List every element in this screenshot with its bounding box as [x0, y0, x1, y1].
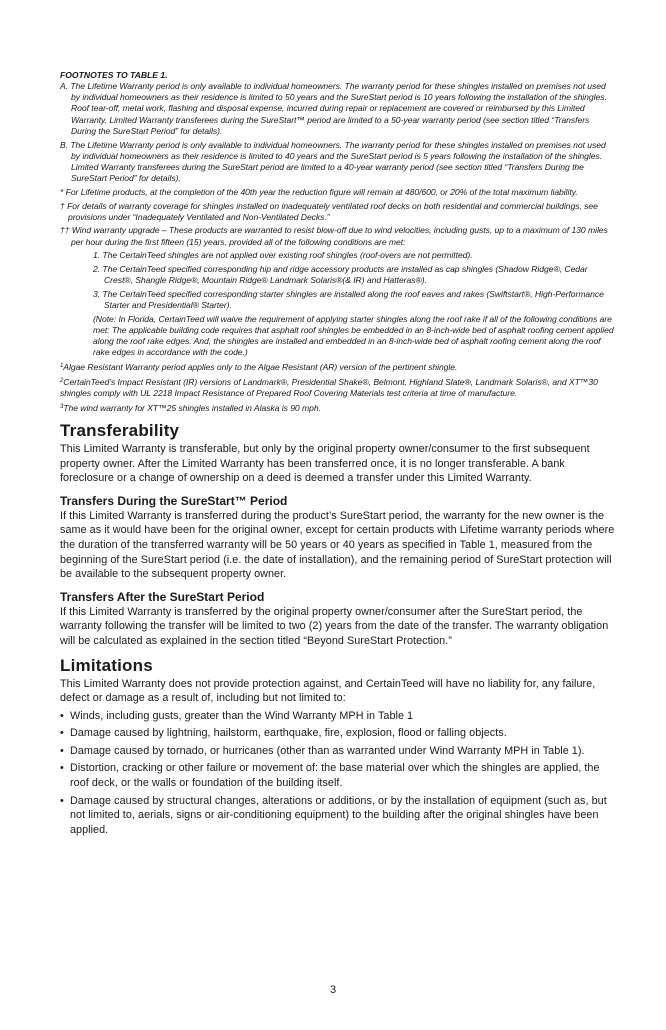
list-item-text: Damage caused by structural changes, alterations or additions, or by the installation of equipment (such as, but not limited to, aerials, signs or air-conditioning equipment) to the building after the original shingles have been applied. — [70, 794, 607, 836]
footnote-1-text: Algae Resistant Warranty period applies only to the Algae Resistant (AR) version of the pertinent shingle. — [63, 362, 458, 373]
list-item — [60, 709, 616, 724]
florida-note: (Note: In Florida, CertainTeed will waive the requirement of applying starter shingles along the roof rake if all of the following conditions are met: The applicable building code requires that asphalt roof shingles be embedded in an 8-inch-wide bed of asphalt roofing cement applied along the roof rake edges. And, the shingles are installed and embedded in an 8-inch-wide bed of asphalt roofing cement along the roof rake edges in accordance with the code.) — [93, 313, 614, 358]
footnote-1-marker: 1 — [60, 363, 64, 370]
limitations-heading: Limitations — [60, 655, 153, 675]
list-item — [60, 726, 616, 741]
transfers-during-section — [60, 494, 616, 582]
list-item-text: Distortion, cracking or other failure or movement of: the base material over which the shingles are applied, the roof deck, or the walls or foundation of the building itself. — [70, 762, 600, 790]
bullet-icon: • — [60, 762, 64, 775]
footnote-star: * For Lifetime products, at the completion of the 40th year the reduction figure will remain at 480/600, or 20% of the total maximum liability. — [60, 186, 578, 197]
footnote-3-marker: 3 — [60, 403, 64, 410]
footnote-double-dagger: †† Wind warranty upgrade – These products are warranted to resist blow-off due to wind velocities, including gusts, up to a maximum of 130 miles per hour during the first fifteen (15) years, provided all of the following conditions are met: — [60, 225, 608, 247]
bullet-icon: • — [60, 709, 64, 722]
footnote-b: B. The Lifetime Warranty period is only available to individual homeowners. The warranty period for these shingles installed on premises not used by individual homeowners as their residence is limited to 40 years and the SureStart period is 5 years following the installation of the shingles. Limited Warranty transferees during the SureStart period are limited to a 40-year warranty period (see section titled “Transfers During the SureStart Period” for details). — [60, 139, 606, 184]
list-item — [60, 744, 616, 759]
footnotes-title: FOOTNOTES TO TABLE 1. — [60, 70, 168, 80]
footnote-3-text: The wind warranty for XT™25 shingles installed in Alaska is 90 mph. — [63, 402, 321, 413]
wind-condition-1: 1. The CertainTeed shingles are not applied over existing roof shingles (roof-overs are not permitted). — [93, 250, 473, 261]
footnote-2-text: CertainTeed’s Impact Resistant (IR) versions of Landmark®, Presidential Shake®, Belmont, Highland Slate®, Landmark Solaris®, and XT™30 shingles comply with UL 2218 Impact Resistance of Prepared Roof Covering Materials test criteria at time of manufacture. — [60, 376, 598, 399]
footnotes-section — [60, 70, 616, 414]
list-item — [60, 794, 616, 838]
page-number: 3 — [329, 984, 337, 996]
bullet-icon: • — [60, 794, 64, 807]
footnote-3 — [60, 402, 616, 414]
transfers-after-body: If this Limited Warranty is transferred by the original property owner/consumer after the SureStart period, the warranty following the transfer will be limited to two (2) years from the date of the transfer. The warranty obligation will be calculated as explained in the section titled “Beyond SureStart Protection.” — [60, 605, 609, 647]
footnote-1 — [60, 361, 616, 373]
transferability-body: This Limited Warranty is transferable, but only by the original property owner/consumer to the first subsequent property owner. After the Limited Warranty has been transferred once, it is no longer transferable. A bank foreclosure or a change of ownership on a deed is deemed a transfer under this Limited Warranty. — [60, 442, 590, 485]
bullet-icon: • — [60, 744, 64, 757]
footnote-2-marker: 2 — [60, 377, 64, 384]
footnote-dagger: † For details of warranty coverage for shingles installed on inadequately ventilated roof decks on both residential and commercial buildings, see provisions under “Inadequately Ventilated and Non-Ventilated Decks.” — [60, 200, 598, 222]
transferability-section — [60, 421, 616, 486]
transferability-heading: Transferability — [60, 420, 180, 440]
limitations-list — [60, 709, 616, 838]
document-page — [60, 70, 616, 840]
footnote-2 — [60, 376, 616, 399]
wind-condition-2: 2. The CertainTeed specified corresponding hip and ridge accessory products are installed as cap shingles (Shadow Ridge®, Cedar Crest®, Shangle Ridge®, Mountain Ridge® Landmark Solaris®(& IR) and Hatteras®). — [93, 264, 588, 286]
bullet-icon: • — [60, 727, 64, 740]
wind-condition-3: 3. The CertainTeed specified corresponding starter shingles are installed along the roof eaves and rakes (Swiftstart®, High-Performance Starter and Presidential® Starter). — [93, 288, 604, 311]
transfers-after-section — [60, 590, 616, 649]
list-item-text: Winds, including gusts, greater than the Wind Warranty MPH in Table 1 — [70, 709, 414, 722]
transfers-during-heading: Transfers During the SureStart™ Period — [60, 493, 288, 508]
transfers-during-body: If this Limited Warranty is transferred during the product’s SureStart period, the warranty for the new owner is the same as it would have been for the original owner, except for certain products with Lifetime warranty periods where the duration of the transferred warranty will be 50 years or 40 years as specified in Table 1, measured from the beginning of the SureStart period (i.e. the date of installation), and the remaining period of SureStart protection will be available to the subsequent property owner. — [60, 509, 615, 581]
list-item-text: Damage caused by tornado, or hurricanes (other than as warranted under Wind Warranty MPH in Table 1). — [70, 744, 585, 757]
list-item-text: Damage caused by lightning, hailstorm, earthquake, fire, explosion, flood or falling objects. — [70, 727, 507, 740]
footnote-a: A. The Lifetime Warranty period is only available to individual homeowners. The warranty period for these shingles installed on premises not used by individual homeowners as their residence is limited to 50 years and the SureStart period is 10 years following the installation of the shingles. Roof tear-off, metal work, flashing and disposal expense, incurred during repair or replacement are covered or reimbursed by this Limited Warranty. Limited Warranty transferees during the SureStart™ period are limited to a 50-year warranty period (see section titled “Transfers During the SureStart Period” for details). — [60, 81, 607, 136]
transfers-after-heading: Transfers After the SureStart Period — [60, 589, 265, 604]
list-item — [60, 761, 616, 790]
limitations-section — [60, 656, 616, 838]
limitations-intro: This Limited Warranty does not provide protection against, and CertainTeed will have no liability for, any failure, defect or damage as a result of, including but not limited to: — [60, 677, 596, 705]
